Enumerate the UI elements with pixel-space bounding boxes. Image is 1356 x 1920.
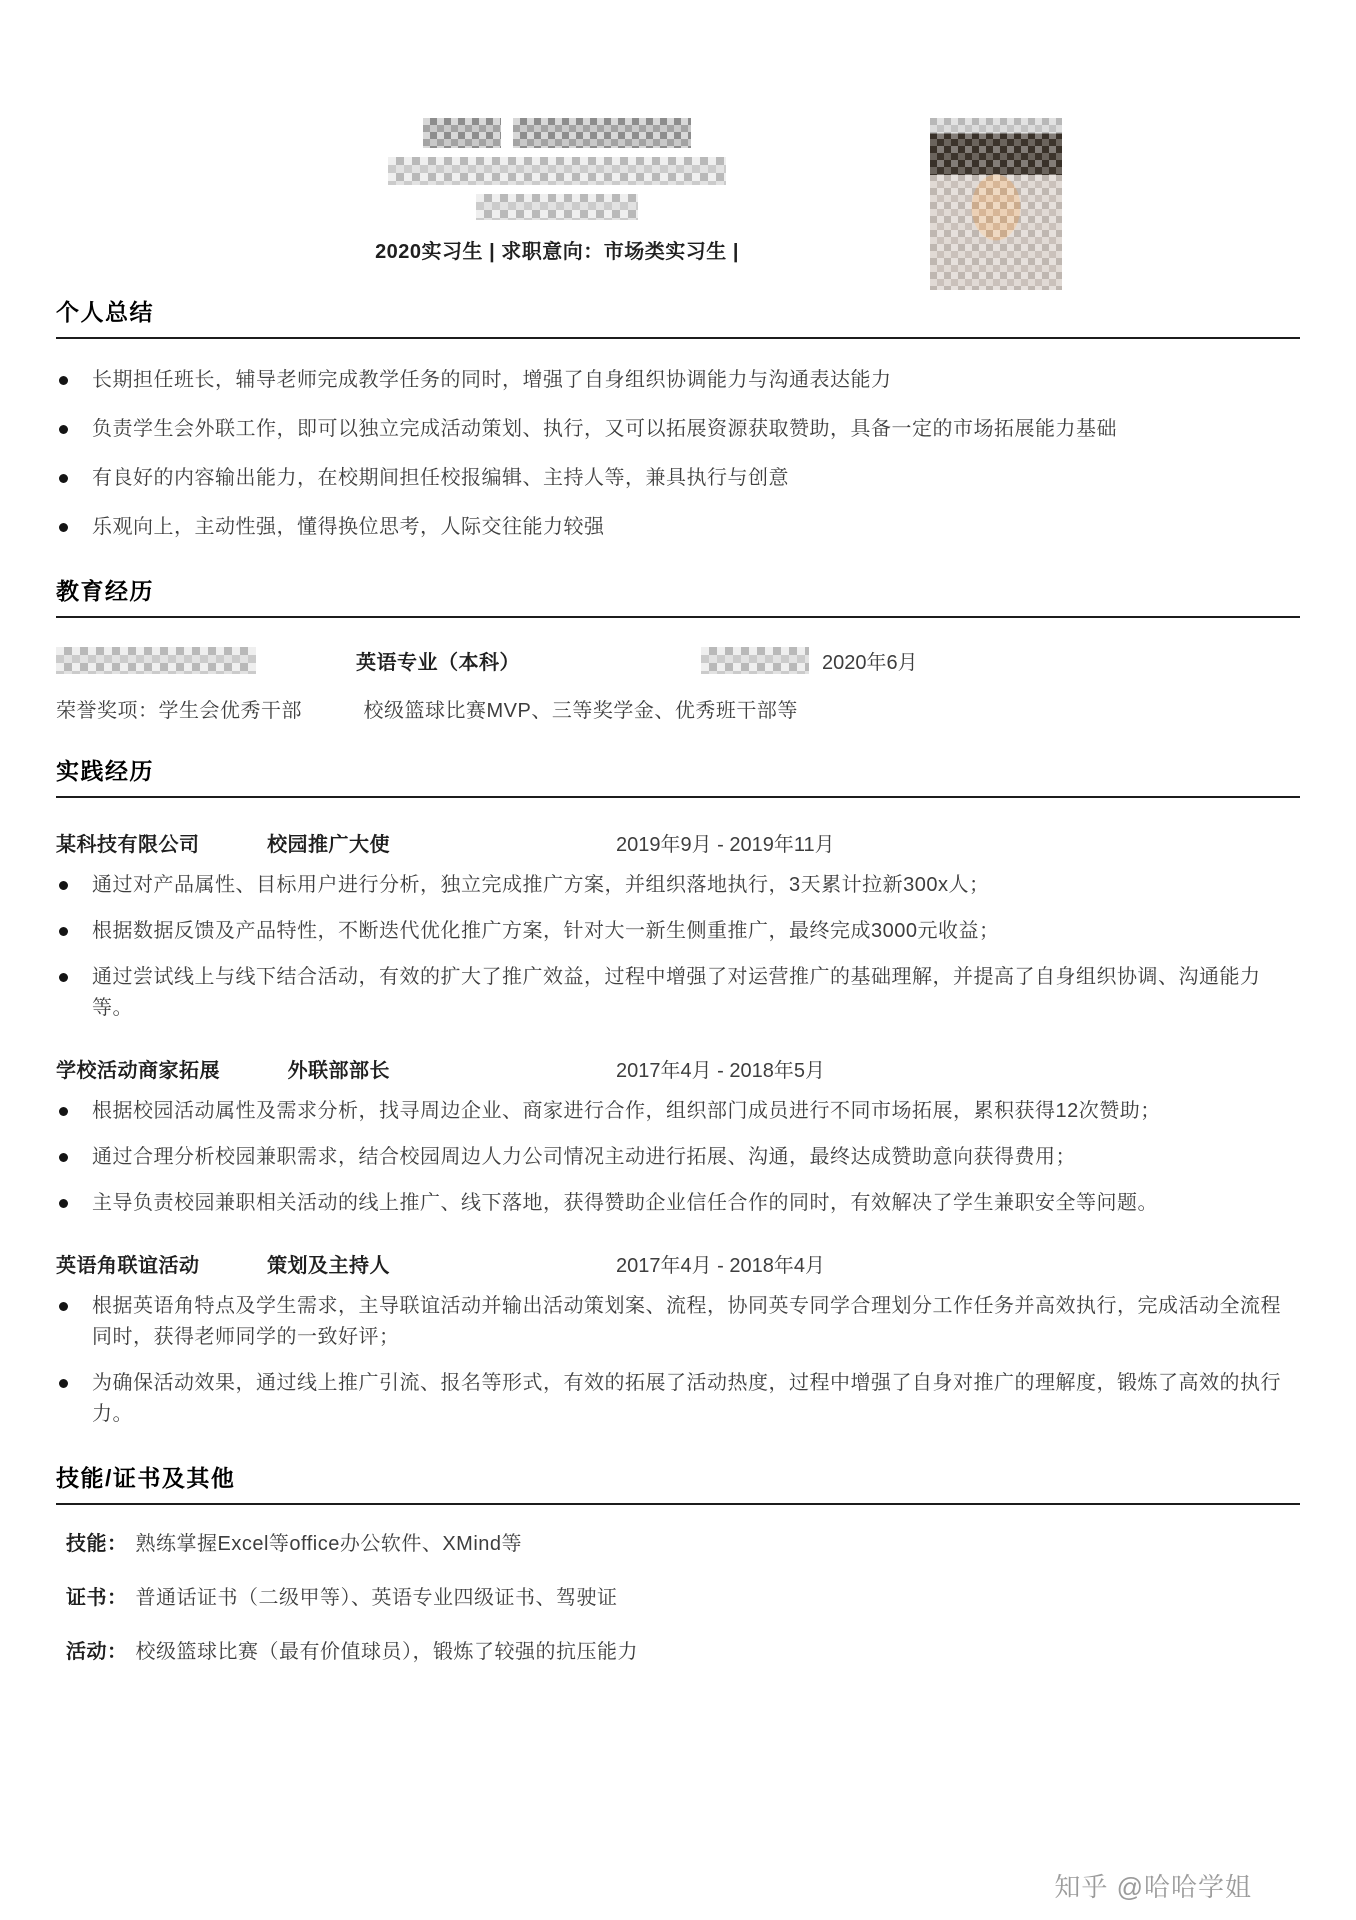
bullet-text: 负责学生会外联工作，即可以独立完成活动策划、执行，又可以拓展资源获取赞助，具备一定的市场拓展能力基础 [92, 418, 1117, 440]
list-item [56, 512, 1300, 543]
entry-header [56, 828, 1300, 856]
redacted-date-block [701, 647, 809, 674]
skill-label: 活动： [66, 1641, 128, 1663]
redacted-contact-block [513, 118, 691, 148]
entry-role: 外联部部长 [287, 1060, 391, 1082]
list-item [56, 870, 1300, 901]
section-education [56, 573, 1300, 723]
bullet-icon [59, 973, 68, 982]
redacted-school-name [56, 647, 256, 674]
list-item [56, 365, 1300, 396]
skill-row [56, 1583, 1300, 1613]
section-divider [56, 616, 1300, 618]
redacted-name-block [423, 118, 501, 148]
bullet-icon [59, 474, 68, 483]
bullet-icon [59, 376, 68, 385]
entry-header [56, 1054, 1300, 1082]
bullet-icon [59, 523, 68, 532]
redacted-info-row [476, 194, 638, 220]
section-title-experience: 实践经历 [56, 758, 154, 784]
redacted-name-row [423, 118, 691, 148]
bullet-text: 长期担任班长，辅导老师完成教学任务的同时，增强了自身组织协调能力与沟通表达能力 [92, 369, 892, 391]
entry-date-range: 2017年4月 - 2018年4月 [616, 1255, 826, 1277]
list-item [56, 414, 1300, 445]
experience-entry [56, 1054, 1300, 1219]
section-title-education: 教育经历 [56, 578, 154, 604]
section-personal-summary [56, 294, 1300, 543]
entry-bullet-list [56, 870, 1300, 1024]
entry-date-range: 2019年9月 - 2019年11月 [616, 834, 835, 856]
experience-entry [56, 828, 1300, 1024]
skill-text: 普通话证书（二级甲等）、英语专业四级证书、驾驶证 [135, 1587, 618, 1609]
graduation-date: 2020年6月 [822, 652, 918, 674]
experience-entry [56, 1249, 1300, 1430]
skill-row [56, 1637, 1300, 1667]
honors-line: 荣誉奖项：学生会优秀干部 校级篮球比赛MVP、三等奖学金、优秀班干部等 [56, 700, 798, 722]
entry-header [56, 1249, 1300, 1277]
bullet-text: 通过尝试线上与线下结合活动，有效的扩大了推广效益，过程中增强了对运营推广的基础理解，并提高了自身组织协调、沟通能力等。 [92, 966, 1261, 1019]
entry-organization: 英语角联谊活动 [56, 1255, 200, 1277]
section-divider [56, 337, 1300, 339]
resume-header [0, 0, 1356, 294]
entry-role: 策划及主持人 [267, 1255, 391, 1277]
bullet-text: 主导负责校园兼职相关活动的线上推广、线下落地，获得赞助企业信任合作的同时，有效解决了学生兼职安全等问题。 [92, 1192, 1158, 1214]
entry-role: 校园推广大使 [267, 834, 391, 856]
redacted-email-row [388, 157, 726, 185]
bullet-icon [59, 1153, 68, 1162]
bullet-text: 通过合理分析校园兼职需求，结合校园周边人力公司情况主动进行拓展、沟通，最终达成赞助意向获得费用； [92, 1146, 1076, 1168]
bullet-text: 根据数据反馈及产品特性，不断迭代优化推广方案，针对大一新生侧重推广，最终完成3000元收益； [92, 920, 1000, 942]
section-title-summary: 个人总结 [56, 299, 154, 325]
section-experience [56, 753, 1300, 1430]
job-intent-line: 2020实习生 | 求职意向：市场类实习生 | [375, 241, 739, 263]
section-divider [56, 796, 1300, 798]
bullet-text: 乐观向上，主动性强，懂得换位思考，人际交往能力较强 [92, 516, 605, 538]
skill-text: 校级篮球比赛（最有价值球员），锻炼了较强的抗压能力 [135, 1641, 638, 1663]
skill-label: 证书： [66, 1587, 128, 1609]
bullet-icon [59, 1379, 68, 1388]
skill-text: 熟练掌握Excel等office办公软件、XMind等 [135, 1533, 523, 1555]
resume-body [0, 294, 1356, 1667]
bullet-text: 有良好的内容输出能力，在校期间担任校报编辑、主持人等，兼具执行与创意 [92, 467, 789, 489]
education-major: 英语专业（本科） [356, 652, 520, 674]
entry-organization: 某科技有限公司 [56, 834, 200, 856]
bullet-icon [59, 1199, 68, 1208]
section-divider [56, 1503, 1300, 1505]
list-item [56, 1096, 1300, 1127]
list-item [56, 1188, 1300, 1219]
list-item [56, 962, 1300, 1024]
bullet-icon [59, 881, 68, 890]
summary-list [56, 365, 1300, 543]
list-item [56, 916, 1300, 947]
bullet-icon [59, 425, 68, 434]
redacted-info-block [476, 194, 638, 220]
bullet-text: 根据英语角特点及学生需求，主导联谊活动并输出活动策划案、流程，协同英专同学合理划分工作任务并高效执行，完成活动全流程同时，获得老师同学的一致好评； [92, 1295, 1281, 1348]
section-title-skills: 技能/证书及其他 [56, 1465, 236, 1491]
list-item [56, 1291, 1300, 1353]
zhihu-watermark: 知乎 @哈哈学姐 [1054, 1872, 1252, 1902]
list-item [56, 1142, 1300, 1173]
bullet-icon [59, 927, 68, 936]
entry-bullet-list [56, 1291, 1300, 1430]
entry-date-range: 2017年4月 - 2018年5月 [616, 1060, 826, 1082]
bullet-icon [59, 1302, 68, 1311]
redacted-email-block [388, 157, 726, 185]
education-entry [56, 644, 1300, 678]
skill-row [56, 1529, 1300, 1559]
bullet-text: 为确保活动效果，通过线上推广引流、报名等形式，有效的拓展了活动热度，过程中增强了自身对推广的理解度，锻炼了高效的执行力。 [92, 1372, 1281, 1425]
entry-bullet-list [56, 1096, 1300, 1219]
profile-photo [930, 118, 1062, 290]
skill-label: 技能： [66, 1533, 128, 1555]
bullet-text: 根据校园活动属性及需求分析，找寻周边企业、商家进行合作，组织部门成员进行不同市场拓展，累积获得12次赞助； [92, 1100, 1161, 1122]
candidate-identity-block [342, 118, 772, 264]
list-item [56, 1368, 1300, 1430]
bullet-icon [59, 1107, 68, 1116]
entry-organization: 学校活动商家拓展 [56, 1060, 220, 1082]
section-skills-certificates [56, 1460, 1300, 1667]
bullet-text: 通过对产品属性、目标用户进行分析，独立完成推广方案，并组织落地执行，3天累计拉新300x人； [92, 874, 990, 896]
list-item [56, 463, 1300, 494]
